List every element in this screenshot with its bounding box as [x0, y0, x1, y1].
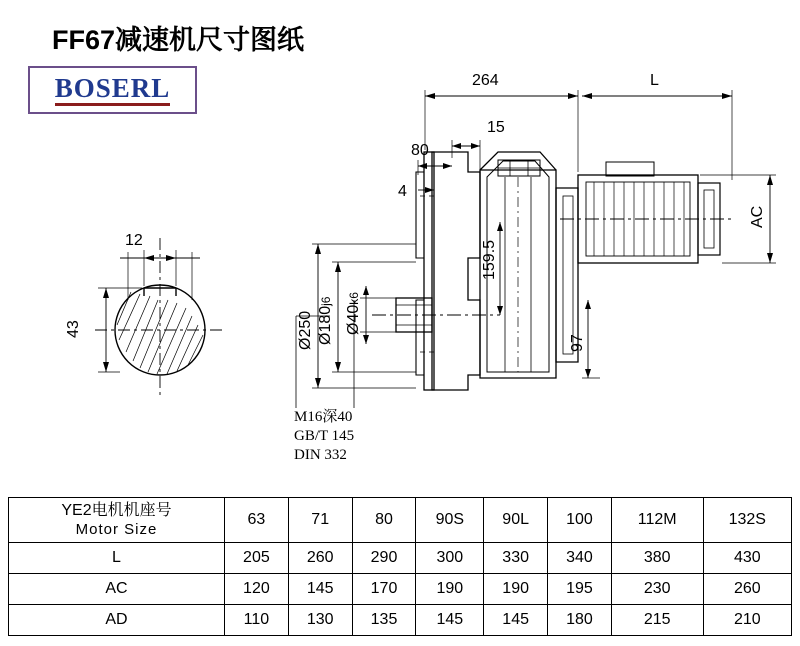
header-motor-size [9, 498, 225, 543]
table-cell: 135 [352, 605, 416, 636]
table-cell: 145 [288, 574, 352, 605]
table-cell: 290 [352, 543, 416, 574]
column-header: 112M [611, 498, 703, 543]
table-cell: 260 [703, 574, 791, 605]
column-header: 71 [288, 498, 352, 543]
row-label: AD [9, 605, 225, 636]
row-label: L [9, 543, 225, 574]
table-row [9, 543, 792, 574]
motor-size-table [8, 497, 792, 636]
table-cell: 300 [416, 543, 484, 574]
table-cell: 145 [416, 605, 484, 636]
note-line-3: DIN 332 [294, 447, 347, 464]
table-cell: 110 [225, 605, 289, 636]
table-cell: 130 [288, 605, 352, 636]
table-cell: 330 [484, 543, 548, 574]
dim-label-d180: Ø180j6 [317, 296, 334, 345]
table-cell: 180 [548, 605, 612, 636]
column-header: 63 [225, 498, 289, 543]
row-label: AC [9, 574, 225, 605]
dim-label-d40: Ø40k6 [345, 292, 362, 335]
note-line-2: GB/T 145 [294, 428, 355, 445]
table-cell: 120 [225, 574, 289, 605]
table-cell: 260 [288, 543, 352, 574]
column-header: 90L [484, 498, 548, 543]
column-header: 90S [416, 498, 484, 543]
page-title: FF67减速机尺寸图纸 [52, 25, 305, 55]
table-cell: 170 [352, 574, 416, 605]
table-cell: 190 [484, 574, 548, 605]
thread-note-block [294, 408, 354, 466]
header-motor-size-cn: YE2电机机座号 [61, 501, 172, 519]
table-row [9, 605, 792, 636]
dim-label-264: 264 [472, 72, 499, 89]
table-cell: 190 [416, 574, 484, 605]
dim-label-12: 12 [125, 232, 143, 249]
column-header: 132S [703, 498, 791, 543]
dim-label-80: 80 [411, 142, 429, 159]
table-cell: 195 [548, 574, 612, 605]
table-row [9, 574, 792, 605]
column-header: 80 [352, 498, 416, 543]
dim-label-43: 43 [65, 320, 82, 338]
dim-label-AC: AC [749, 205, 766, 228]
dim-label-L: L [650, 72, 659, 89]
dim-label-15: 15 [487, 119, 505, 136]
table-cell: 205 [225, 543, 289, 574]
dim-label-d250: Ø250 [297, 310, 314, 350]
dim-label-4: 4 [398, 183, 407, 200]
column-header: 100 [548, 498, 612, 543]
table-cell: 340 [548, 543, 612, 574]
table-cell: 230 [611, 574, 703, 605]
header-motor-size-en: Motor Size [75, 520, 158, 538]
table-cell: 215 [611, 605, 703, 636]
brand-logo-text: BOSERL [55, 75, 171, 106]
dim-label-97: 97 [569, 334, 586, 352]
note-line-1: M16深40 [294, 409, 353, 425]
table-cell: 210 [703, 605, 791, 636]
table-cell: 430 [703, 543, 791, 574]
table-header-row [9, 498, 792, 543]
table-cell: 145 [484, 605, 548, 636]
table-cell: 380 [611, 543, 703, 574]
dim-label-159-5: 159.5 [481, 239, 498, 280]
